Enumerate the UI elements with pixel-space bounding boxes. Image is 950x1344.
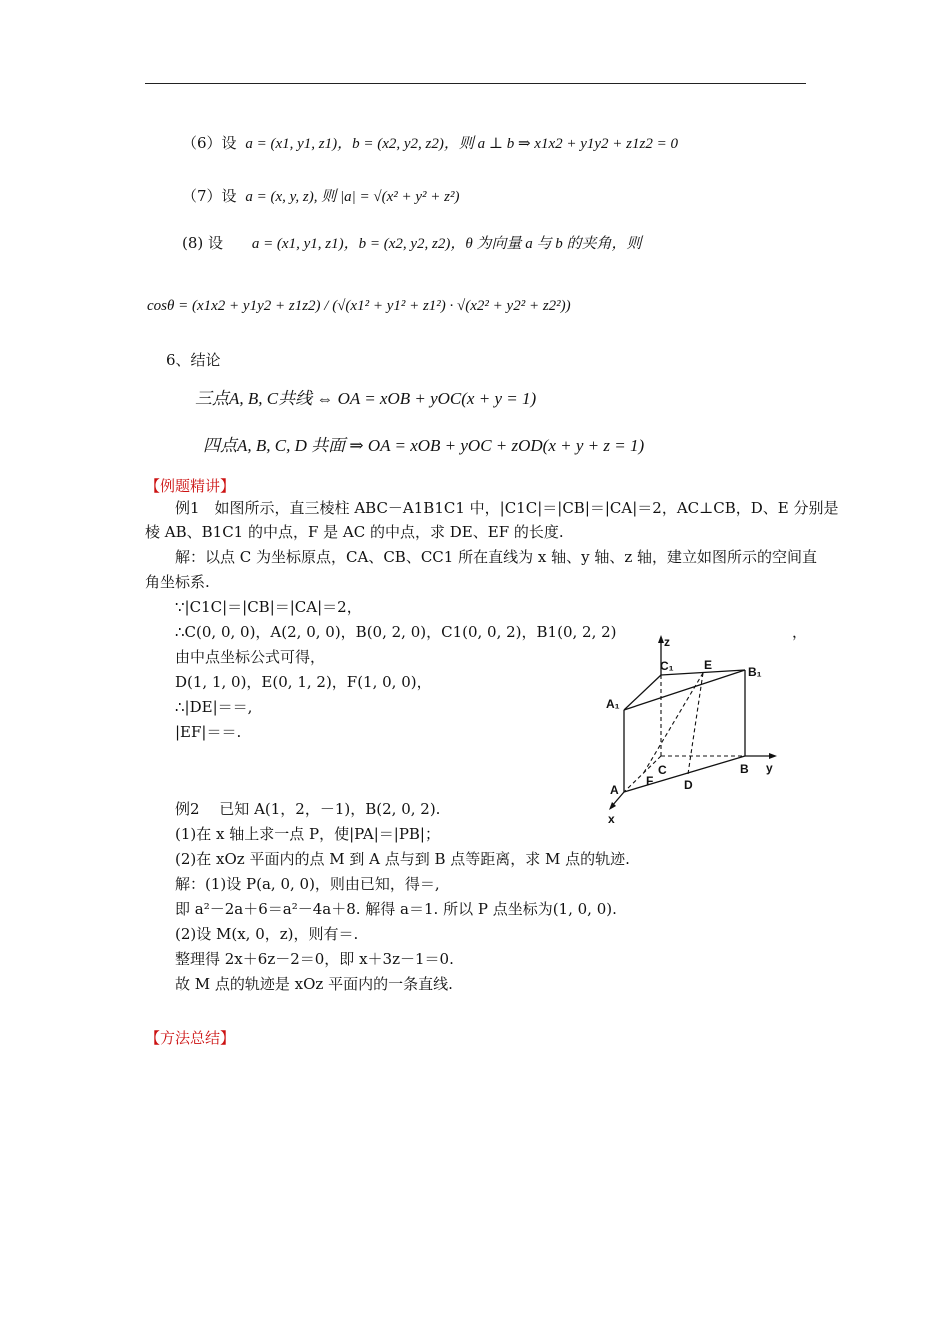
formula-7-prefix: （7）设 <box>182 187 237 205</box>
conclusion-coplanar: 四点A, B, C, D 共面 ⇒ OA = xOB + yOC + zOD(x + y + z = 1) <box>203 436 645 455</box>
formula-7 <box>182 186 460 207</box>
conclusion-collinear: 三点A, B, C共线 ⇔ OA = xOB + yOC(x + y = 1) <box>195 389 537 408</box>
section-examples-heading: 【例题精讲】 <box>145 477 236 495</box>
example1-line1: 例1 如图所示，直三棱柱 ABC－A1B1C1 中，|C1C|＝|CB|＝|CA|＝2，AC⊥CB，D、E 分别是 <box>175 499 839 517</box>
y-axis-arrow <box>769 753 777 759</box>
prism-figure <box>600 632 790 827</box>
example1-solution5: 由中点坐标公式可得， <box>175 648 326 666</box>
label-z: z <box>664 635 670 649</box>
example2-line3: (2)在 xOz 平面内的点 M 到 A 点与到 B 点等距离，求 M 点的轨迹. <box>175 850 630 868</box>
label-f: F <box>646 774 654 788</box>
example2-line6: (2)设 M(x, 0，z)，则有＝. <box>175 925 359 943</box>
edge-a1-c1 <box>624 675 661 710</box>
example2-line5: 即 a²－2a＋6＝a²－4a＋8. 解得 a＝1. 所以 P 点坐标为(1, 0, 0). <box>175 900 617 918</box>
example2-line4: 解：(1)设 P(a, 0, 0)，则由已知，得＝, <box>175 875 440 893</box>
example2-line7: 整理得 2x＋6z－2＝0，即 x＋3z－1＝0. <box>175 950 454 968</box>
label-a: A <box>610 783 619 797</box>
label-y: y <box>766 761 773 775</box>
example1-solution6: D(1, 1, 0)，E(0, 1, 2)，F(1, 0, 0)， <box>175 673 432 691</box>
formula-6-body: a = (x1, y1, z1)，b = (x2, y2, z2)，则 a ⊥ b ⇒ x1x2 + y1y2 + z1z2 = 0 <box>245 136 678 152</box>
example1-solution2: 角坐标系. <box>145 573 210 591</box>
section-summary-heading: 【方法总结】 <box>145 1029 236 1047</box>
formula-7-body: a = (x, y, z), 则 |a| = √(x² + y² + z²) <box>245 189 460 205</box>
example1-line2: 棱 AB、B1C1 的中点，F 是 AC 的中点，求 DE、EF 的长度. <box>145 523 564 541</box>
example2-line8: 故 M 点的轨迹是 xOz 平面内的一条直线. <box>175 975 453 993</box>
label-b: B <box>740 762 749 776</box>
example1-solution4-tail: ， <box>792 623 808 641</box>
example2-line1: 例2 已知 A(1，2，－1)，B(2, 0, 2). <box>175 800 441 818</box>
cos-formula: cosθ = (x1x2 + y1y2 + z1z2) / (√(x1² + y1² + z1²) · √(x2² + y2² + z2²)) <box>147 298 571 314</box>
label-d: D <box>684 778 693 792</box>
example1-solution8: |EF|＝＝. <box>175 723 242 741</box>
label-x: x <box>608 812 615 826</box>
example1-solution7: ∴|DE|＝＝, <box>175 698 253 716</box>
example1-solution3: ∵|C1C|＝|CB|＝|CA|＝2， <box>175 598 362 616</box>
formula-8-body: a = (x1, y1, z1)，b = (x2, y2, z2)，θ 为向量 a 与 b 的夹角，则 <box>251 236 642 252</box>
header-rule <box>145 83 806 84</box>
label-b1: B₁ <box>748 665 762 679</box>
label-e: E <box>704 658 713 672</box>
formula-6-prefix: （6）设 <box>182 134 237 152</box>
example1-solution1: 解：以点 C 为坐标原点，CA、CB、CC1 所在直线为 x 轴、y 轴、z 轴，建立如图所示的空间直 <box>175 548 818 566</box>
example1-solution4: ∴C(0, 0, 0)，A(2, 0, 0)，B(0, 2, 0)，C1(0, 0, 2)，B1(0, 2, 2) <box>175 623 617 641</box>
formula-6 <box>182 133 678 154</box>
label-a1: A₁ <box>606 697 620 711</box>
segment-ef-hidden <box>643 673 703 774</box>
formula-8 <box>182 233 641 254</box>
example2-line2: (1)在 x 轴上求一点 P，使|PA|＝|PB|； <box>175 825 440 843</box>
formula-8-prefix: (8) 设 <box>182 234 224 252</box>
label-c: C <box>658 763 667 777</box>
label-c1: C₁ <box>660 659 674 673</box>
conclusion-heading: 6、结论 <box>166 351 221 369</box>
